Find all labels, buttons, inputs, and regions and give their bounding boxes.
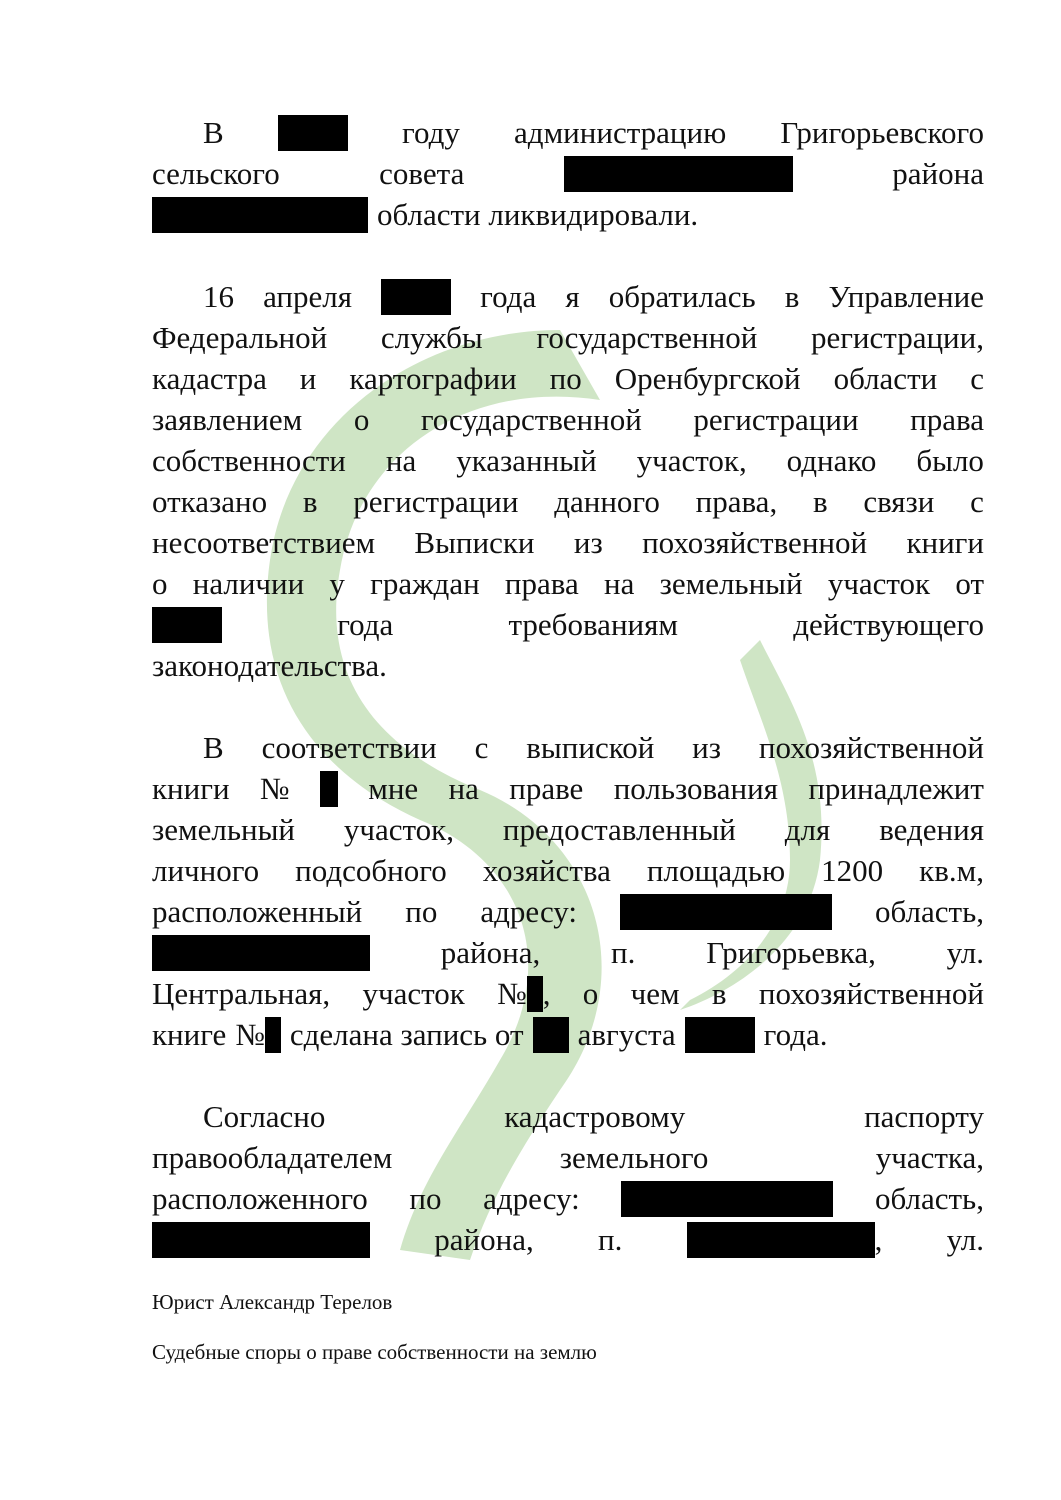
doc-line (152, 112, 984, 153)
doc-word: Григорьевка, (706, 935, 876, 970)
doc-word: района (892, 156, 984, 191)
redaction-block (265, 1017, 281, 1053)
redaction-block (564, 156, 793, 192)
doc-word: книги (152, 771, 230, 806)
redacted-street-group (687, 1219, 883, 1260)
doc-word: с (970, 484, 984, 519)
doc-word: обратилась (608, 279, 756, 314)
doc-word: сделана запись от (289, 1017, 524, 1052)
doc-word: совета (379, 156, 465, 191)
doc-word: чем (630, 976, 680, 1011)
doc-word: в (711, 976, 727, 1011)
doc-line (152, 768, 984, 809)
doc-word: Федеральной (152, 320, 328, 355)
doc-word: данного (554, 484, 660, 519)
doc-word: пользования (613, 771, 778, 806)
doc-word: регистрации (353, 484, 519, 519)
doc-word: заявлением (152, 402, 303, 437)
doc-word: на (448, 771, 479, 806)
doc-line (152, 563, 984, 604)
doc-word: книги (906, 525, 984, 560)
doc-word: 1200 (821, 853, 884, 888)
doc-word: от (955, 566, 984, 601)
doc-word: сельского (152, 156, 280, 191)
doc-word: земельный (152, 812, 295, 847)
redaction-block (533, 1017, 569, 1053)
doc-word: принадлежит (808, 771, 984, 806)
redaction-block (152, 197, 368, 233)
doc-word: личного (152, 853, 260, 888)
doc-word: участок (827, 566, 931, 601)
doc-word: на (603, 566, 635, 601)
doc-line (152, 153, 984, 194)
doc-word: государственной (536, 320, 758, 355)
doc-word: п. (597, 1222, 623, 1257)
doc-word: наличии (192, 566, 305, 601)
doc-word: на (385, 443, 417, 478)
doc-word: адресу: (480, 894, 578, 929)
doc-word: похозяйственной (758, 976, 984, 1011)
doc-word: году (402, 115, 460, 150)
doc-word: района, (440, 935, 541, 970)
doc-word: ул. (946, 935, 984, 970)
doc-line (152, 194, 984, 235)
doc-word: участок, (343, 812, 454, 847)
doc-word: ведения (879, 812, 984, 847)
doc-word: похозяйственной (758, 730, 984, 765)
doc-line (152, 276, 984, 317)
doc-word: подсобного (295, 853, 447, 888)
doc-word: расположенного (152, 1181, 368, 1216)
doc-word: требованиям (508, 607, 679, 642)
doc-word: я (565, 279, 580, 314)
redaction-block (527, 976, 543, 1012)
doc-line (152, 891, 984, 932)
doc-word: права (504, 566, 579, 601)
doc-word: В (203, 730, 224, 765)
doc-word: Согласно (203, 1099, 326, 1134)
doc-word: года (337, 607, 394, 642)
doc-word: отказано (152, 484, 268, 519)
doc-word: кадастра (152, 361, 267, 396)
doc-word: расположенный (152, 894, 363, 929)
doc-line (152, 1014, 984, 1055)
doc-word: связи (863, 484, 935, 519)
doc-word: по (549, 361, 582, 396)
doc-word: по (409, 1181, 442, 1216)
redaction-block (278, 115, 348, 151)
doc-word: в (302, 484, 318, 519)
doc-word: указанный (456, 443, 597, 478)
doc-word: для (784, 812, 831, 847)
doc-line (152, 727, 984, 768)
doc-word: область, (875, 894, 984, 929)
doc-word: области ликвидировали. (377, 197, 699, 232)
doc-word: Управление (828, 279, 984, 314)
doc-word: № (235, 1017, 265, 1052)
doc-line (152, 1096, 984, 1137)
doc-word: похозяйственной (642, 525, 868, 560)
doc-line (152, 399, 984, 440)
doc-word: область, (875, 1181, 984, 1216)
doc-word: площадью (646, 853, 786, 888)
doc-word: из (692, 730, 722, 765)
doc-word: № (259, 771, 290, 806)
doc-word: действующего (793, 607, 984, 642)
doc-word: из (573, 525, 603, 560)
doc-word: с (970, 361, 984, 396)
doc-word: однако (786, 443, 877, 478)
doc-word: и (299, 361, 317, 396)
doc-line (152, 850, 984, 891)
doc-line (152, 973, 984, 1014)
redacted-number-group (497, 973, 550, 1014)
doc-word: хозяйства (482, 853, 611, 888)
doc-word: кв.м, (919, 853, 984, 888)
doc-word: о (353, 402, 370, 437)
doc-word: несоответствием (152, 525, 376, 560)
doc-word: регистрации (693, 402, 859, 437)
doc-word: картографии (349, 361, 517, 396)
doc-word: права, (695, 484, 778, 519)
doc-word: ул. (946, 1222, 984, 1257)
doc-word: с (474, 730, 489, 765)
doc-word: В (203, 115, 224, 150)
doc-word: августа (577, 1017, 676, 1052)
redaction-block (620, 894, 832, 930)
doc-word: было (916, 443, 984, 478)
doc-word: области (833, 361, 938, 396)
doc-word: государственной (420, 402, 642, 437)
doc-word: Григорьевского (780, 115, 984, 150)
doc-line (152, 1178, 984, 1219)
doc-word: о (152, 566, 168, 601)
doc-word: земельного (559, 1140, 709, 1175)
doc-word: выпиской (526, 730, 655, 765)
doc-line (152, 481, 984, 522)
doc-line (152, 440, 984, 481)
doc-word: в (812, 484, 828, 519)
doc-word: права (910, 402, 984, 437)
doc-line (152, 645, 984, 686)
doc-word: законодательства. (152, 648, 387, 683)
doc-word: Центральная, (152, 976, 331, 1011)
redaction-block (381, 279, 451, 315)
doc-word: кадастровому (504, 1099, 686, 1134)
doc-line (152, 1137, 984, 1178)
doc-word: участок, (636, 443, 747, 478)
doc-word: земельный (659, 566, 803, 601)
doc-word: по (405, 894, 438, 929)
redaction-block (685, 1017, 755, 1053)
doc-word: у (329, 566, 345, 601)
doc-word: граждан (370, 566, 480, 601)
doc-word: , (542, 976, 551, 1011)
doc-line (152, 522, 984, 563)
doc-word: Выписки (414, 525, 535, 560)
doc-line (152, 932, 984, 973)
doc-line (152, 317, 984, 358)
doc-word: собственности (152, 443, 346, 478)
doc-word: Оренбургской (614, 361, 801, 396)
doc-word: района, (434, 1222, 534, 1257)
doc-word: года (480, 279, 537, 314)
redaction-block (152, 607, 222, 643)
redaction-block (152, 935, 370, 971)
doc-word: апреля (263, 279, 353, 314)
redaction-block (320, 771, 338, 807)
redaction-block (152, 1222, 370, 1258)
doc-word: в (784, 279, 800, 314)
doc-word: № (497, 976, 527, 1011)
doc-word: книге (152, 1017, 227, 1052)
doc-word: службы (380, 320, 483, 355)
doc-word: мне (368, 771, 419, 806)
doc-word: регистрации, (810, 320, 984, 355)
doc-word: п. (611, 935, 636, 970)
doc-word: , (874, 1222, 883, 1257)
doc-word: года. (763, 1017, 828, 1052)
doc-word: соответствии (261, 730, 437, 765)
doc-line (152, 604, 984, 645)
doc-line (152, 809, 984, 850)
doc-word: правообладателем (152, 1140, 393, 1175)
doc-word: паспорту (864, 1099, 984, 1134)
doc-word: участка, (875, 1140, 984, 1175)
doc-line (152, 1219, 984, 1260)
footer-author: Юрист Александр Терелов (152, 1290, 393, 1314)
doc-word: предоставленный (502, 812, 736, 847)
doc-word: 16 (203, 279, 234, 314)
doc-word: адресу: (483, 1181, 580, 1216)
doc-word: о (582, 976, 599, 1011)
doc-word: участок (362, 976, 465, 1011)
redaction-block (621, 1181, 833, 1217)
footer-topic: Судебные споры о праве собственности на землю (152, 1340, 597, 1364)
redaction-block (687, 1222, 875, 1258)
doc-word: праве (509, 771, 584, 806)
doc-word: администрацию (514, 115, 727, 150)
doc-line (152, 358, 984, 399)
